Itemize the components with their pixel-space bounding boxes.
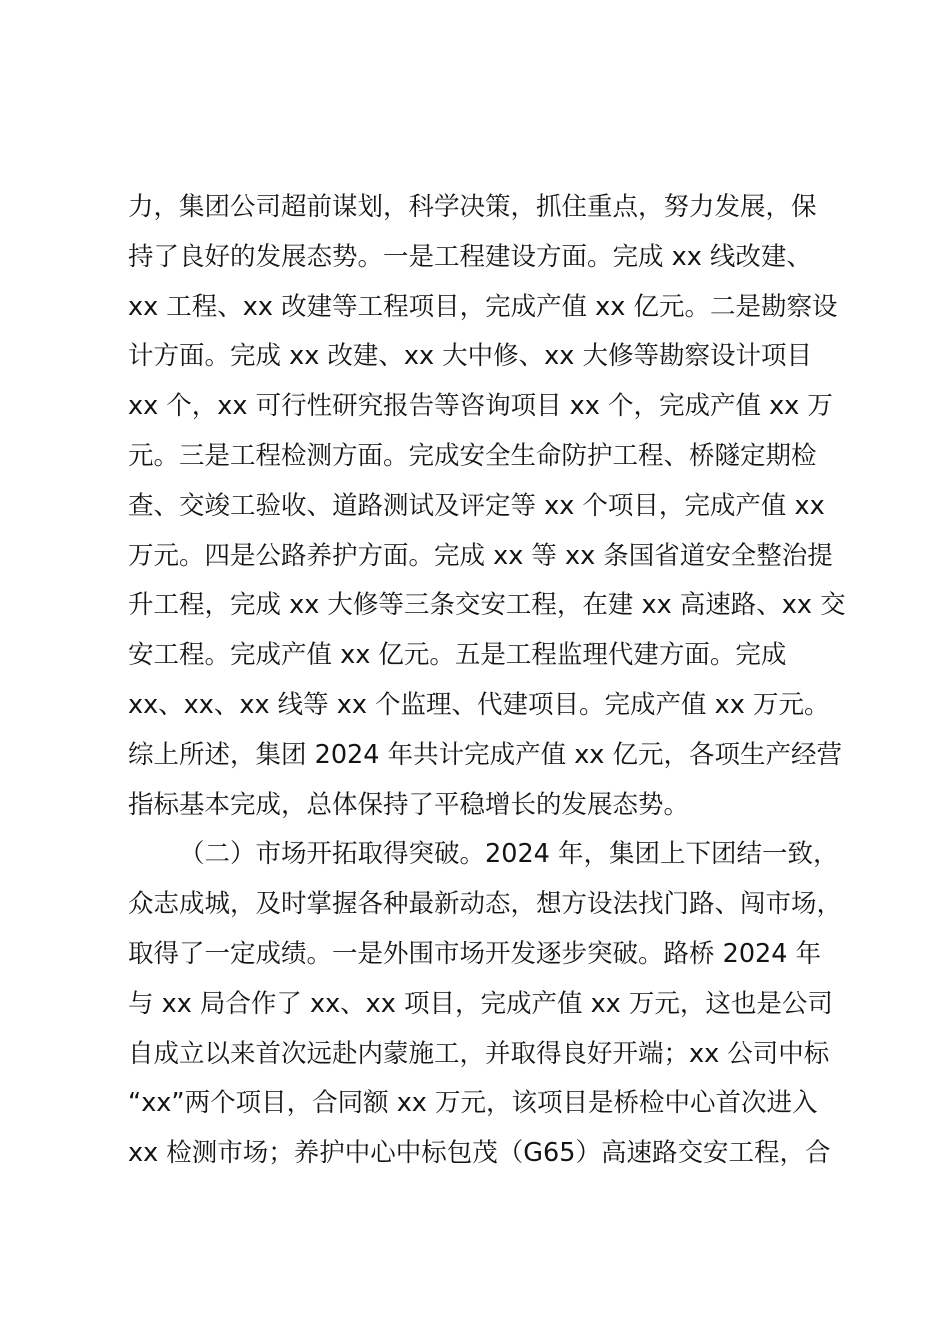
section-heading-line: （二）市场开拓取得突破。2024 年，集团上下团结一致， <box>179 839 839 870</box>
text-line: 升工程，完成 xx 大修等三条交安工程，在建 xx 高速路、xx 交 <box>128 590 846 621</box>
text-line: 取得了一定成绩。一是外围市场开发逐步突破。路桥 2024 年 <box>128 938 822 969</box>
text-line: 安工程。完成产值 xx 亿元。五是工程监理代建方面。完成 <box>128 640 787 671</box>
text-line: xx 检测市场；养护中心中标包茂（G65）高速路交安工程，合 <box>128 1138 831 1169</box>
body-text <box>128 183 848 1179</box>
text-line: xx 工程、xx 改建等工程项目，完成产值 xx 亿元。二是勘察设 <box>128 291 838 322</box>
text-line: 持了良好的发展态势。一是工程建设方面。完成 xx 线改建、 <box>128 241 812 272</box>
text-line: 综上所述，集团 2024 年共计完成产值 xx 亿元，各项生产经营 <box>128 739 843 770</box>
text-line: 计方面。完成 xx 改建、xx 大中修、xx 大修等勘察设计项目 <box>128 341 812 372</box>
text-line: “xx”两个项目，合同额 xx 万元，该项目是桥检中心首次进入 <box>128 1088 818 1119</box>
text-line: xx 个，xx 可行性研究报告等咨询项目 xx 个，完成产值 xx 万 <box>128 391 833 422</box>
text-line: xx、xx、xx 线等 xx 个监理、代建项目。完成产值 xx 万元。 <box>128 689 830 720</box>
text-line: 自成立以来首次远赴内蒙施工，并取得良好开端；xx 公司中标 <box>128 1038 830 1069</box>
text-line: 指标基本完成，总体保持了平稳增长的发展态势。 <box>128 789 690 820</box>
text-line: 查、交竣工验收、道路测试及评定等 xx 个项目，完成产值 xx <box>128 490 825 521</box>
text-line: 众志成城，及时掌握各种最新动态，想方设法找门路、闯市场， <box>128 889 843 920</box>
text-line: 与 xx 局合作了 xx、xx 项目，完成产值 xx 万元，这也是公司 <box>128 988 833 1019</box>
text-line: 元。三是工程检测方面。完成安全生命防护工程、桥隧定期检 <box>128 440 817 471</box>
text-line: 力，集团公司超前谋划，科学决策，抓住重点，努力发展，保 <box>128 192 817 222</box>
text-line: 万元。四是公路养护方面。完成 xx 等 xx 条国省道安全整治提 <box>128 540 833 571</box>
